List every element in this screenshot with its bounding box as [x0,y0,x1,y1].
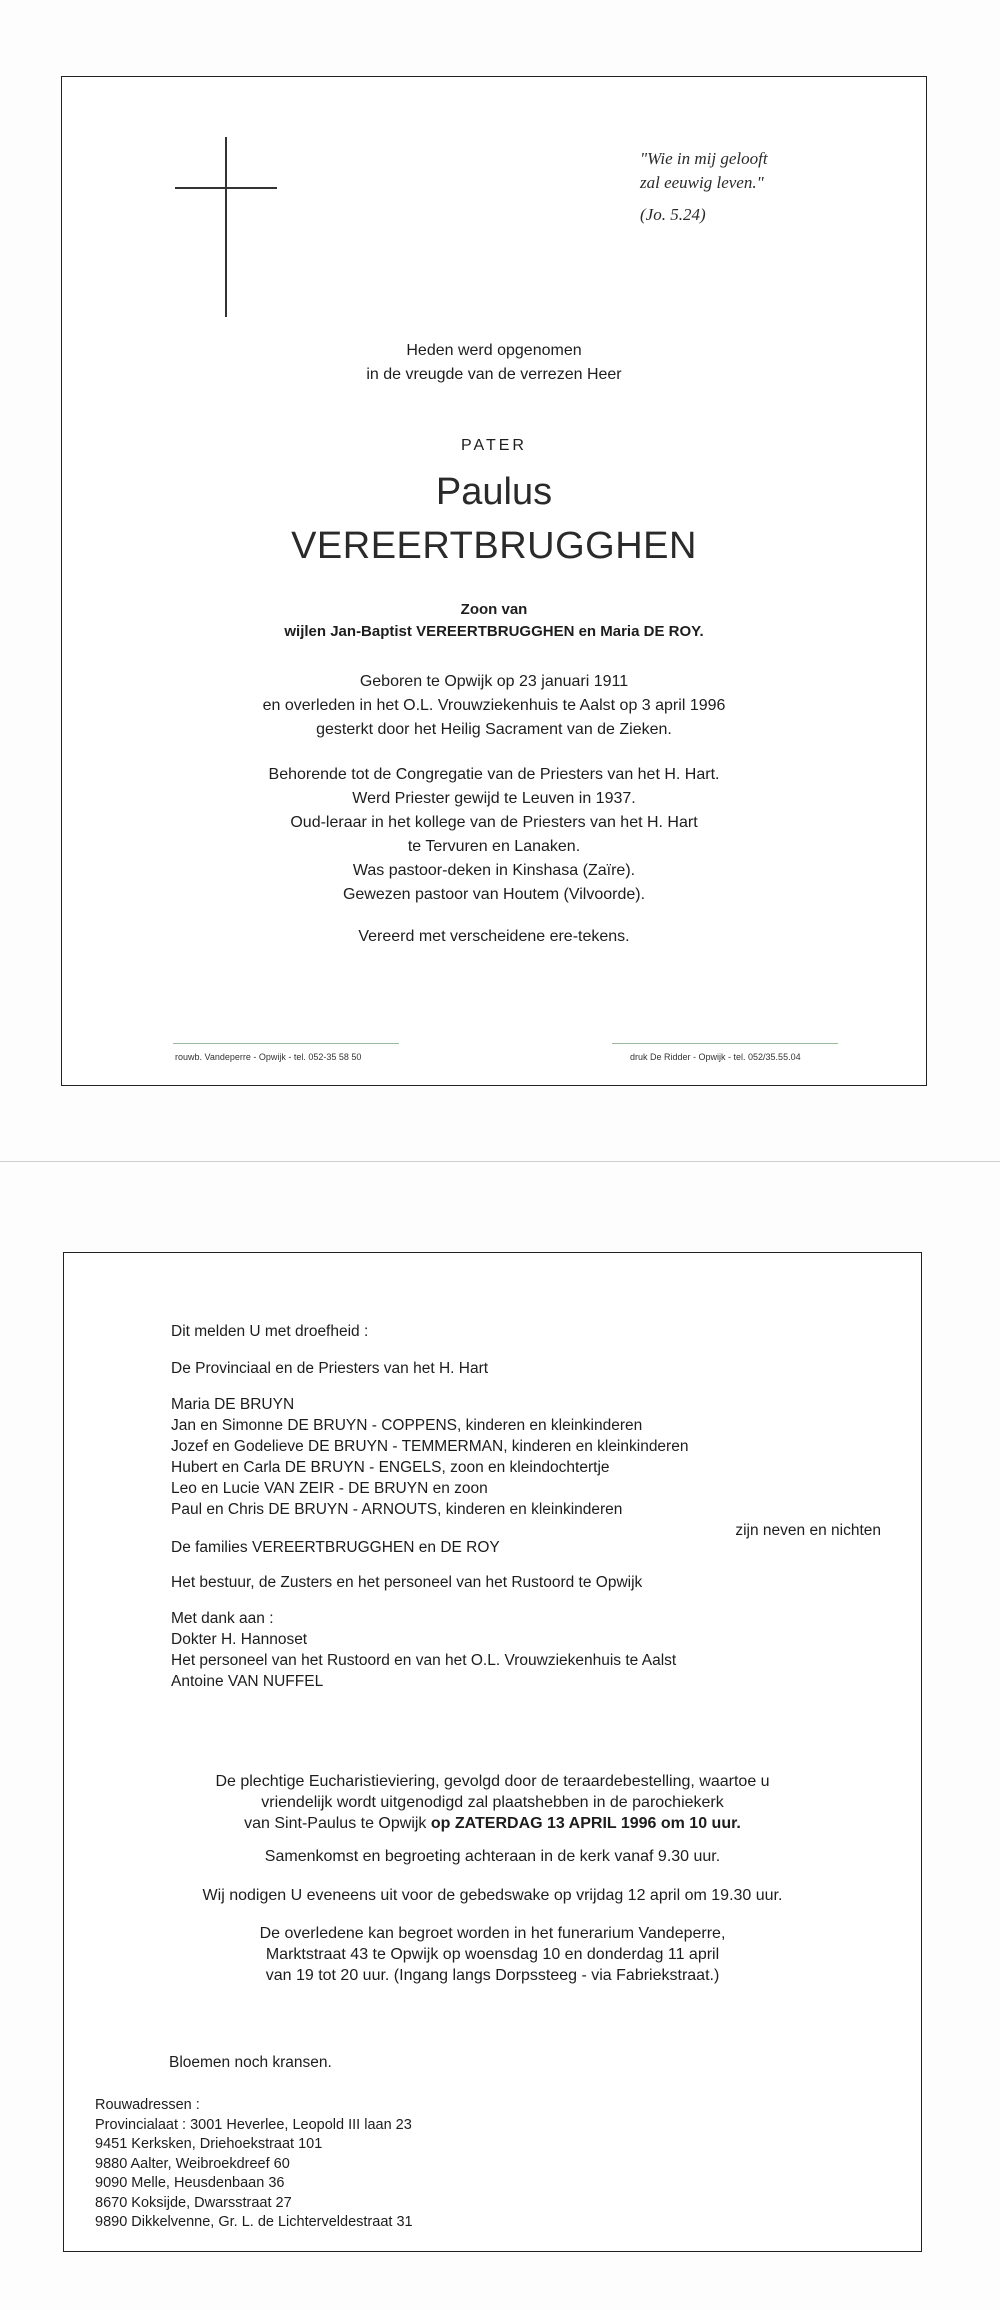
cross-icon [225,137,227,317]
front-card [61,76,927,1086]
family-line: Paul en Chris DE BRUYN - ARNOUTS, kinderen en kleinkinderen [171,1501,623,1518]
career-block [62,763,926,907]
board-text: Het bestuur, de Zusters en het personeel van het Rustoord te Opwijk [171,1574,643,1591]
opening-line-2: in de vreugde van de verrezen Heer [366,366,622,383]
career-line: Oud-leraar in het kollege van de Priesters van het H. Hart [290,814,698,831]
parents-names: wijlen Jan-Baptist VEREERTBRUGGHEN en Maria DE ROY. [284,623,704,640]
thanks-title: Met dank aan : [171,1610,274,1627]
thanks-line: Het personeel van het Rustoord en van het O.L. Vrouwziekenhuis te Aalst [171,1652,677,1669]
family-list [171,1394,881,1541]
family-suffix: zijn neven en nichten [735,1522,881,1539]
career-line: Was pastoor-deken in Kinshasa (Zaïre). [352,862,636,879]
family-line: Leo en Lucie VAN ZEIR - DE BRUYN en zoon [171,1480,488,1497]
undertaker-credit: rouwb. Vandeperre - Opwijk - tel. 052-35 58 50 [175,1052,362,1062]
mass-announcement [64,1771,921,1834]
family-line: Jozef en Godelieve DE BRUYN - TEMMERMAN, kinderen en kleinkinderen [171,1438,689,1455]
parents-block [62,599,926,643]
address-line: 9090 Melle, Heusdenbaan 36 [95,2175,285,2191]
first-name: Paulus [435,471,553,513]
last-name: VEREERTBRUGGHEN [291,525,697,567]
addresses-title: Rouwadressen : [95,2097,200,2113]
career-line: Behorende tot de Congregatie van de Priesters van het H. Hart. [268,766,720,783]
page-divider [0,1161,1000,1162]
quote-line-2: zal eeuwig leven." [640,173,764,192]
provincial-text: De Provinciaal en de Priesters van het H. Hart [171,1360,489,1377]
funeral-home-block [64,1923,921,1986]
family-line: Hubert en Carla DE BRUYN - ENGELS, zoon en kleindochtertje [171,1459,610,1476]
birth-line-2: en overleden in het O.L. Vrouwziekenhuis te Aalst op 3 april 1996 [262,697,726,714]
funeral-home-line: Marktstraat 43 te Opwijk op woensdag 10 en donderdag 11 april [265,1946,720,1963]
mass-line-3 [64,1813,921,1834]
footer-rule-left [173,1043,399,1044]
footer-rule-right [612,1043,838,1044]
career-line: Gewezen pastoor van Houtem (Vilvoorde). [342,886,646,903]
career-line: te Tervuren en Lanaken. [407,838,581,855]
birth-line-3: gesterkt door het Heilig Sacrament van de Zieken. [316,721,672,738]
birth-death-block [62,670,926,742]
address-line: 9880 Aalter, Weibroekdreef 60 [95,2155,290,2172]
address-line: 9451 Kerksken, Driehoekstraat 101 [95,2136,323,2152]
thanks-line: Antoine VAN NUFFEL [171,1673,324,1690]
family-line: Maria DE BRUYN [171,1396,295,1413]
thanks-line: Dokter H. Hannoset [171,1631,308,1648]
address-line: 9890 Dikkelvenne, Gr. L. de Lichterveldestraat 31 [95,2214,413,2230]
quote-line-1: "Wie in mij gelooft [640,149,768,168]
flowers-text: Bloemen noch kransen. [169,2054,332,2071]
bible-quote [640,147,900,227]
son-of-label: Zoon van [460,601,528,618]
cross-icon-bar [175,187,277,189]
mass-location: van Sint-Paulus te Opwijk [244,1815,431,1832]
mass-line-2: vriendelijk wordt uitgenodigd zal plaatshebben in de parochiekerk [261,1794,724,1811]
family-line: Jan en Simonne DE BRUYN - COPPENS, kinderen en kleinkinderen [171,1417,643,1434]
vigil-text: Wij nodigen U eveneens uit voor de gebedswake op vrijdag 12 april om 19.30 uur. [202,1887,783,1904]
title-pater: PATER [461,437,527,454]
mourning-addresses [95,2096,413,2233]
thanks-block [171,1608,676,1692]
honors-text: Vereerd met verscheidene ere-tekens. [358,928,630,945]
opening-line-1: Heden werd opgenomen [406,342,582,359]
gathering-text: Samenkomst en begroeting achteraan in de kerk vanaf 9.30 uur. [264,1848,721,1865]
mass-line-1: De plechtige Eucharistieviering, gevolgd door de teraardebestelling, waartoe u [215,1773,770,1790]
address-line: 8670 Koksijde, Dwarsstraat 27 [95,2194,292,2211]
mass-date: op ZATERDAG 13 APRIL 1996 om 10 uur. [430,1815,741,1832]
quote-reference: (Jo. 5.24) [640,205,706,224]
funeral-home-line: De overledene kan begroet worden in het funerarium Vandeperre, [259,1925,726,1942]
opening-text [62,339,926,387]
back-card [63,1252,922,2252]
intro-text: Dit melden U met droefheid : [171,1323,369,1340]
funeral-home-line: van 19 tot 20 uur. (Ingang langs Dorpssteeg - via Fabriekstraat.) [265,1967,720,1984]
birth-line-1: Geboren te Opwijk op 23 januari 1911 [359,673,629,690]
printer-credit: druk De Ridder - Opwijk - tel. 052/35.55.04 [630,1052,801,1062]
families-text: De families VEREERTBRUGGHEN en DE ROY [171,1539,500,1556]
career-line: Werd Priester gewijd te Leuven in 1937. [352,790,636,807]
address-line: Provincialaat : 3001 Heverlee, Leopold III laan 23 [95,2116,412,2133]
